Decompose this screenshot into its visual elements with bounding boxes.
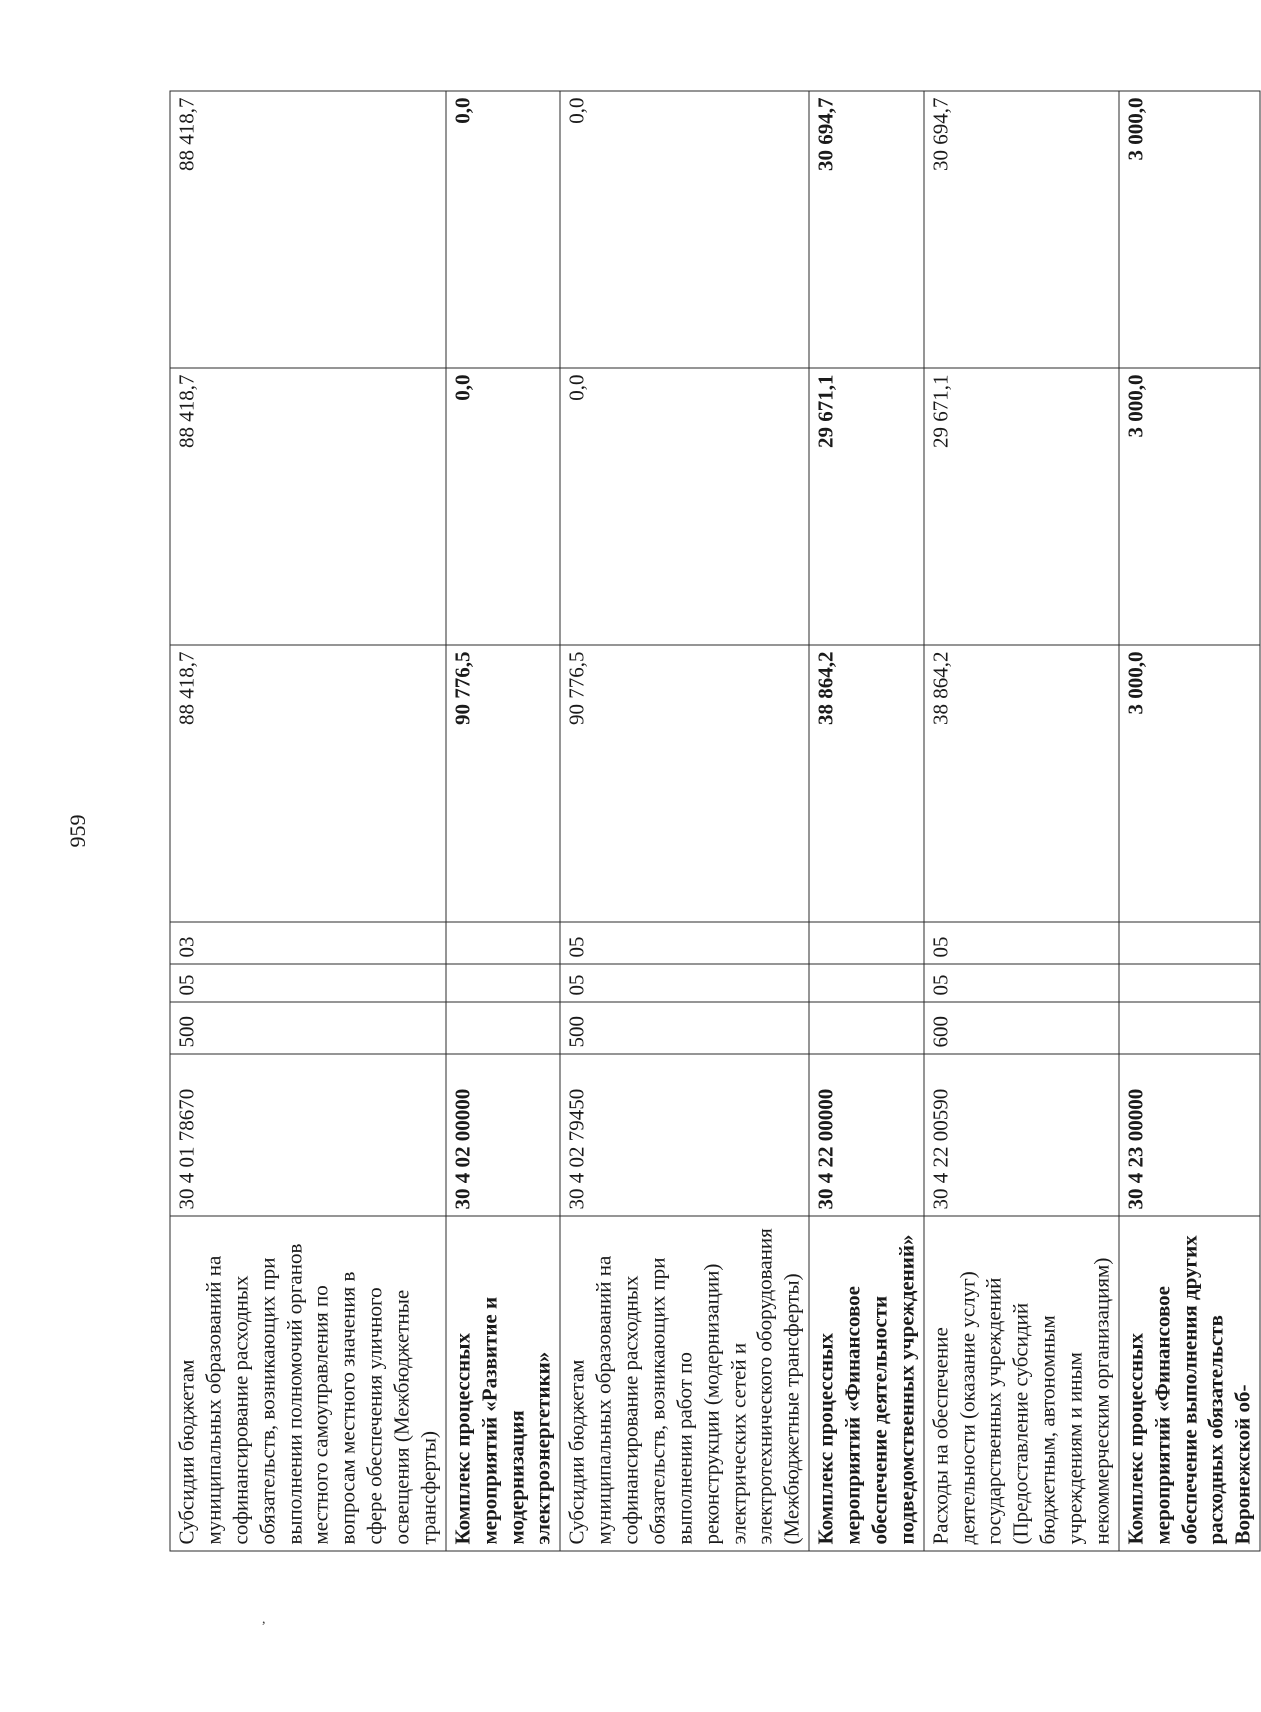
amount-cell-year-2: 88 418,7 bbox=[170, 368, 446, 645]
amount-cell-year-2: 29 671,1 bbox=[809, 368, 924, 645]
amount-cell-year-3: 0,0 bbox=[560, 91, 809, 368]
target-article-code-cell: 30 4 02 79450 bbox=[560, 1054, 809, 1216]
target-article-code-cell: 30 4 22 00590 bbox=[924, 1054, 1119, 1216]
stray-mark: , bbox=[262, 1612, 266, 1627]
section-code-cell bbox=[1119, 964, 1260, 1002]
expense-type-cell: 500 bbox=[560, 1002, 809, 1054]
row-name-cell: Комплекс процессных мероприятий «Финансовое обеспечение выполнения других расходных обязательств Воронежской об- bbox=[1119, 1216, 1260, 1551]
table-row bbox=[446, 91, 561, 1551]
expense-type-cell bbox=[809, 1002, 924, 1054]
expense-type-cell: 500 bbox=[170, 1002, 446, 1054]
row-name-cell: Субсидии бюджетам муниципальных образований на софинансирование расходных обязательств, возникающих при выполнении полномочий органов местного самоуправления по вопросам местного значения в сфере обеспечения уличного освещения (Межбюджетные трансферты) bbox=[170, 1216, 446, 1551]
table-row bbox=[809, 91, 924, 1551]
amount-cell-year-2: 3 000,0 bbox=[1119, 368, 1260, 645]
amount-cell-year-3: 0,0 bbox=[446, 91, 561, 368]
target-article-code-cell: 30 4 01 78670 bbox=[170, 1054, 446, 1216]
amount-cell-year-2: 0,0 bbox=[560, 368, 809, 645]
amount-cell-year-1: 90 776,5 bbox=[446, 645, 561, 922]
row-name-cell: Субсидии бюджетам муниципальных образований на софинансирование расходных обязательств, возникающих при выполнении работ по реконструкции (модернизации) электрических сетей и электротехнического оборудования (Межбюджетные трансферты) bbox=[560, 1216, 809, 1551]
amount-cell-year-1: 38 864,2 bbox=[809, 645, 924, 922]
subsection-code-cell: 05 bbox=[924, 922, 1119, 964]
target-article-code-cell: 30 4 02 00000 bbox=[446, 1054, 561, 1216]
amount-cell-year-3: 88 418,7 bbox=[170, 91, 446, 368]
subsection-code-cell bbox=[1119, 922, 1260, 964]
section-code-cell: 05 bbox=[170, 964, 446, 1002]
section-code-cell: 05 bbox=[560, 964, 809, 1002]
amount-cell-year-2: 0,0 bbox=[446, 368, 561, 645]
expense-type-cell: 600 bbox=[924, 1002, 1119, 1054]
table-row bbox=[170, 91, 446, 1551]
expense-type-cell bbox=[1119, 1002, 1260, 1054]
expense-type-cell bbox=[446, 1002, 561, 1054]
row-name-cell: Комплекс процессных мероприятий «Развитие и модернизация электроэнергетики» bbox=[446, 1216, 561, 1551]
target-article-code-cell: 30 4 22 00000 bbox=[809, 1054, 924, 1216]
subsection-code-cell: 05 bbox=[560, 922, 809, 964]
amount-cell-year-3: 3 000,0 bbox=[1119, 91, 1260, 368]
section-code-cell bbox=[446, 964, 561, 1002]
subsection-code-cell: 03 bbox=[170, 922, 446, 964]
amount-cell-year-1: 3 000,0 bbox=[1119, 645, 1260, 922]
section-code-cell: 05 bbox=[924, 964, 1119, 1002]
subsection-code-cell bbox=[809, 922, 924, 964]
amount-cell-year-3: 30 694,7 bbox=[809, 91, 924, 368]
subsection-code-cell bbox=[446, 922, 561, 964]
amount-cell-year-1: 88 418,7 bbox=[170, 645, 446, 922]
table-row bbox=[924, 91, 1119, 1551]
target-article-code-cell: 30 4 23 00000 bbox=[1119, 1054, 1260, 1216]
rotated-table-container bbox=[170, 91, 1255, 1551]
row-name-cell: Расходы на обеспечение деятельности (оказание услуг) государственных учреждений (Предоставление субсидий бюджетным, автономным учреждениям и иным некоммерческим организациям) bbox=[924, 1216, 1119, 1551]
amount-cell-year-1: 38 864,2 bbox=[924, 645, 1119, 922]
row-name-cell: Комплекс процессных мероприятий «Финансовое обеспечение деятельности подведомственных учреждений» bbox=[809, 1216, 924, 1551]
amount-cell-year-3: 30 694,7 bbox=[924, 91, 1119, 368]
page-number: 959 bbox=[65, 814, 90, 848]
amount-cell-year-1: 90 776,5 bbox=[560, 645, 809, 922]
budget-table bbox=[170, 90, 1261, 1551]
amount-cell-year-2: 29 671,1 bbox=[924, 368, 1119, 645]
table-row bbox=[1119, 91, 1260, 1551]
table-row bbox=[560, 91, 809, 1551]
section-code-cell bbox=[809, 964, 924, 1002]
